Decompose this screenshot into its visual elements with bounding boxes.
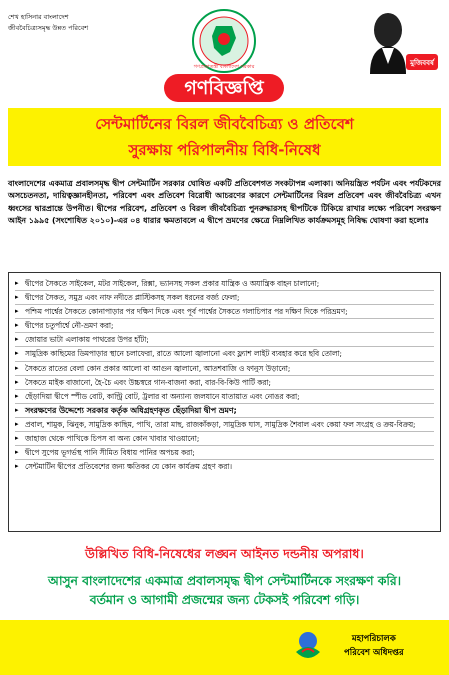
list-item: ▸ সেন্টমার্টিন দ্বীপের প্রতিবেশের জন্য ক্ষতিকর যে কোন কার্যক্রম গ্রহণ করা। (15, 460, 434, 473)
list-item: ▸ সৈকতে রাতের বেলা কোন প্রকার আলো বা আগুন জ্বালানো, আতশবাজি ও ফানুস উড়ানো; (15, 362, 434, 376)
appeal (8, 572, 441, 610)
list-item: ▸ সৈকতে মাইক বাজানো, হৈ-চৈ এবং উচ্চস্বরে গান-বাজনা করা, বার-বি-কিউ পার্টি করা; (15, 376, 434, 390)
signature-title: মহাপরিচালক (351, 634, 396, 644)
announcement-label: গণবিজ্ঞপ্তি (164, 74, 284, 102)
prohibition-list-box (8, 272, 441, 532)
list-item: ▸ পশ্চিম পার্শ্বের সৈকতে কোনাপাড়ার পর দক্ষিণ দিকে এবং পূর্ব পার্শ্বের সৈকতে গলাচিপার পর দক্ষিণ দিকে পরিভ্রমণ; (15, 305, 434, 319)
list-item: ▸ ছেঁড়াদিয়া দ্বীপে স্পীড বোট, কান্ট্রি বোট, ট্রলার বা অন্যান্য জলযানে যাতায়াত এবং নোঙর করা; (15, 390, 434, 404)
headline-banner (8, 108, 441, 166)
signature-block (344, 632, 404, 660)
portrait-badge-icon (360, 8, 440, 78)
list-item: ▸ দ্বীপের সৈকত, সমুদ্র এবং নাফ নদীতে প্লাস্টিকসহ সকল ধরনের বর্জ্য ফেলা; (15, 291, 434, 305)
slogan-line-1: শেখ হাসিনার বাংলাদেশ (8, 13, 69, 21)
slogan-line-2: জীববৈচিত্র্যসমৃদ্ধ উন্নত পরিবেশ (8, 24, 89, 32)
headline-line-2: সুরক্ষায় পরিপালনীয় বিধি-নিষেধ (128, 141, 321, 159)
prohibition-list (9, 273, 440, 473)
intro-paragraph: বাংলাদেশের একমাত্র প্রবালসমৃদ্ধ দ্বীপ সেন্টমার্টিন সরকার ঘোষিত একটি প্রতিবেশগত সংকটাপন্ন এলাকা। অনিয়ন্ত্রিত পর্যটন এবং পর্যটকদের অসচেতনতা, দায়িত্বজ্ঞানহীনতা, পরিবেশ এবং প্রতিবেশ বিরোধী আচরণের কারণে সেন্টমার্টিনের বিরল প্রতিবেশ এবং জীববৈচিত্র্য এখন ধ্বংসের দ্বারপ্রান্তে উপনীত। দ্বীপের পরিবেশ, প্রতিবেশ ও বিরল জীববৈচিত্র্য পুনরুদ্ধারসহ দ্বীপটিকে টিকিয়ে রাখার লক্ষ্যে পরিবেশ সংরক্ষণ আইন ১৯৯৫ (সংশোধিত ২০১০)-এর ০৪ ধারার ক্ষমতাবলে এ দ্বীপে ভ্রমণের ক্ষেত্রে নিম্নলিখিত কার্যক্রমসমূহ নিষিদ্ধ ঘোষণা করা হলোঃ (8, 179, 441, 226)
signature-org: পরিবেশ অধিদপ্তর (344, 648, 404, 658)
badge-text: মুজিববর্ষ (410, 59, 434, 67)
list-item: ▸ দ্বীপে সুপেয় ভূগর্ভস্থ পানি সীমিত বিধায় পানির অপচয় করা; (15, 446, 434, 460)
list-item: ▸ দ্বীপের চতুর্পার্শ্বে নৌ-ভ্রমণ করা; (15, 319, 434, 333)
list-item: ▸ সামুদ্রিক কাছিমের ডিমপাড়ার স্থানে চলাফেরা, রাতে আলো জ্বালানো এবং ফ্ল্যাশ লাইট ব্যবহার করে ছবি তোলা; (15, 347, 434, 361)
warning-text: উল্লিখিত বিধি-নিষেধের লঙ্ঘন আইনত দন্ডনীয় অপরাধ। (85, 546, 364, 561)
appeal-line-1: আসুন বাংলাদেশের একমাত্র প্রবালসমৃদ্ধ দ্বীপ সেন্টমার্টিনকে সংরক্ষণ করি। (47, 574, 401, 588)
list-item: ▸ দ্বীপের সৈকতে সাইকেল, মটর সাইকেল, রিক্সা, ভ্যানসহ সকল প্রকার যান্ত্রিক ও অযান্ত্রিক বাহন চালানো; (15, 277, 434, 291)
appeal-line-2: বর্তমান ও আগামী প্রজন্মের জন্য টেকসই পরিবেশ গড়ি। (89, 593, 360, 607)
headline-line-1: সেন্টমার্টিনের বিরল জীববৈচিত্র্য ও প্রতিবেশ (95, 115, 354, 133)
seal-text: গণপ্রজাতন্ত্রী বাংলাদেশ সরকার (193, 64, 255, 70)
government-seal-icon (184, 8, 264, 74)
list-item: ▸ প্রবাল, শামুক, ঝিনুক, সামুদ্রিক কাছিম, পাখি, তারা মাছ, রাজকাঁকড়া, সামুদ্রিক ঘাস, সামুদ্রিক শৈবাল এবং কেয়া ফল সংগ্রহ ও ক্রয়-বিক্রয়; (15, 418, 434, 432)
list-item: ▸ জাহাজ থেকে পাখিকে চিপস বা অন্য কোন খাবার খাওয়ানো; (15, 432, 434, 446)
list-item: ▸ সংরক্ষণের উদ্দেশ্যে সরকার কর্তৃক অধিগ্রহণকৃত ছেঁড়াদিয়া দ্বীপ ভ্রমণ; (15, 404, 434, 418)
list-item: ▸ জোয়ার ভাটা এলাকায় পাথরের উপর হাঁটা; (15, 333, 434, 347)
department-logo-icon (292, 630, 324, 666)
slogan (8, 12, 88, 34)
